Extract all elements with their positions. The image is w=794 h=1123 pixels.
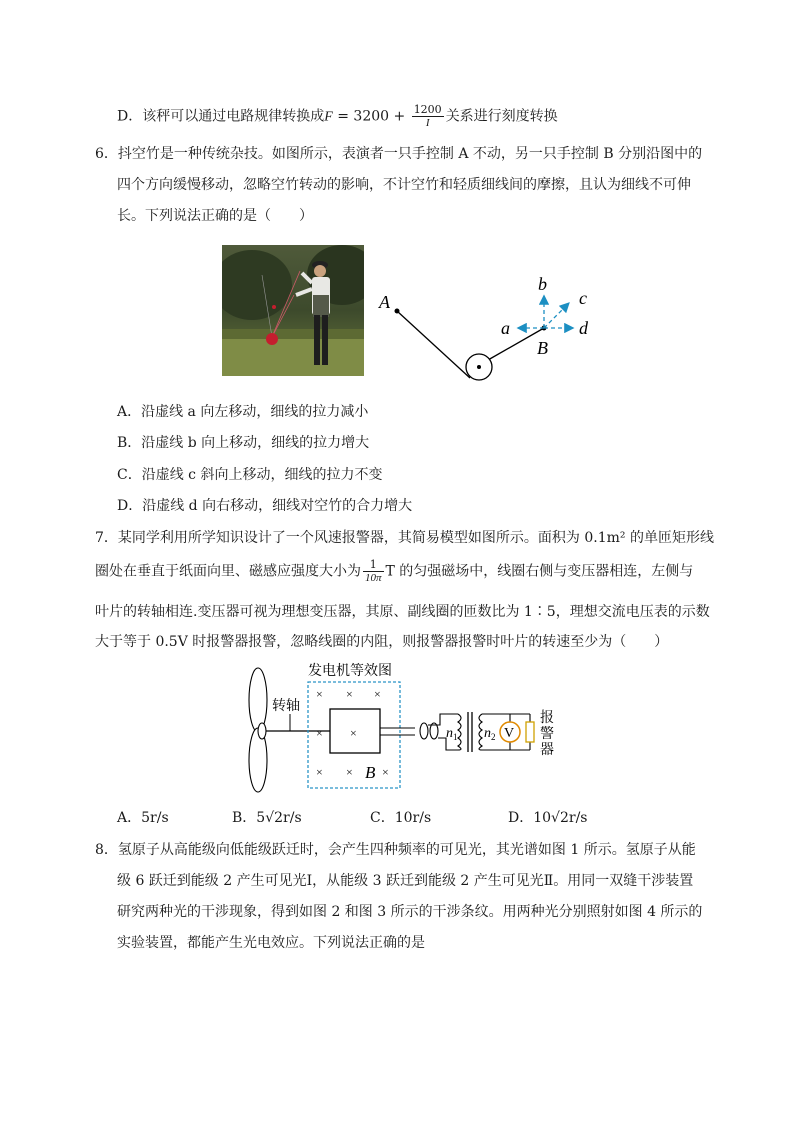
q7-stem-line3: 叶片的转轴相连.变压器可视为理想变压器，其原、副线圈的匝数比为 1∶5，理想交流电压表的示数 xyxy=(95,604,710,620)
option-value: 5√2r/s xyxy=(256,810,302,826)
field-cross: × xyxy=(316,687,323,701)
blade-top xyxy=(249,668,267,732)
diabolo-center xyxy=(477,365,481,369)
label-d: d xyxy=(579,318,588,338)
string-left xyxy=(397,311,470,378)
arrow-c xyxy=(544,304,568,328)
alarm-label-2: 警 xyxy=(540,727,554,742)
field-fraction-denominator: 10π xyxy=(365,572,382,584)
option-letter: D． xyxy=(508,810,534,826)
field-cross: × xyxy=(346,765,353,779)
field-label-b: B xyxy=(365,763,376,782)
q7-stem-line2 xyxy=(95,559,693,584)
field-cross: × xyxy=(374,687,381,701)
primary-coil xyxy=(458,714,461,750)
q7-option-c xyxy=(370,808,431,828)
alarm-box xyxy=(526,722,534,742)
formula-fraction xyxy=(412,104,444,129)
q5-option-d xyxy=(117,104,558,129)
shaft-label: 转轴 xyxy=(272,699,300,714)
q8-stem-line3: 研究两种光的干涉现象，得到如图 2 和图 3 所示的干涉条纹。用两种光分别照射如图 4 所示的 xyxy=(117,904,703,920)
q7-option-a xyxy=(117,808,169,828)
q6-option-c: C．沿虚线 c 斜向上移动，细线的拉力不变 xyxy=(117,467,383,483)
alarm-label-1: 报 xyxy=(540,711,554,726)
label-a-upper: A xyxy=(379,292,390,312)
formula-eq: = 3200 + xyxy=(332,108,410,125)
field-cross: × xyxy=(382,765,389,779)
q8-stem-line4: 实验装置，都能产生光电效应。下列说法正确的是 xyxy=(117,935,425,951)
q7-stem-line4: 大于等于 0.5V 时报警器报警，忽略线圈的内阻，则报警器报警时叶片的转速至少为（ ） xyxy=(95,634,669,650)
secondary-coil xyxy=(479,714,482,750)
slip-ring xyxy=(420,723,428,739)
q7-option-d xyxy=(508,808,587,828)
option-letter: A． xyxy=(117,810,142,826)
q7-stem-line1: 7．某同学利用所学知识设计了一个风速报警器，其简易模型如图所示。面积为 0.1m² 的单匝矩形线 xyxy=(95,530,714,546)
q6-option-d: D．沿虚线 d 向右移动，细线对空竹的合力增大 xyxy=(117,498,413,514)
field-cross: × xyxy=(350,726,357,740)
field-cross: × xyxy=(316,765,323,779)
q8-stem-line1: 8．氢原子从高能级向低能级跃迁时，会产生四种频率的可见光，其光谱如图 1 所示。氢原子从能 xyxy=(95,842,696,858)
n2-label: $n_2$ xyxy=(484,726,496,742)
formula-f: F xyxy=(324,109,333,125)
option-value: 10√2r/s xyxy=(533,810,588,826)
voltmeter-label: V xyxy=(504,726,515,741)
fraction-denominator: I xyxy=(425,117,430,129)
q7-option-b xyxy=(232,808,302,828)
label-c: c xyxy=(579,288,587,308)
field-fraction xyxy=(363,559,384,584)
label-a: a xyxy=(501,318,510,338)
q6-stem-line1: 6．抖空竹是一种传统杂技。如图所示，表演者一只手控制 A 不动，另一只手控制 B 分别沿图中的 xyxy=(95,146,703,162)
q7-line2-text: 圈处在垂直于纸面向里、磁感应强度大小为 xyxy=(95,563,361,580)
option-value: 5r/s xyxy=(141,810,169,826)
q5-option-d-text: D．该秤可以通过电路规律转换成 xyxy=(117,108,325,125)
label-b: b xyxy=(538,274,547,294)
field-fraction-numerator: 1 xyxy=(363,559,384,572)
q6-stem-line3: 长。下列说法正确的是（ ） xyxy=(117,208,313,224)
n1-label: $n_1$ xyxy=(446,726,458,742)
wind-alarm-diagram xyxy=(240,660,570,796)
diabolo-performer-photo xyxy=(222,245,364,376)
q8-stem-line2: 级 6 跃迁到能级 2 产生可见光Ⅰ，从能级 3 跃迁到能级 2 产生可见光Ⅱ。用同一双缝干涉装置 xyxy=(117,873,694,889)
alarm-label-3: 器 xyxy=(540,743,554,758)
q6-option-a: A．沿虚线 a 向左移动，细线的拉力减小 xyxy=(117,404,369,420)
option-value: 10r/s xyxy=(394,810,432,826)
label-b-upper: B xyxy=(537,338,548,358)
hub xyxy=(258,723,266,739)
q6-stem-line2: 四个方向缓慢移动，忽略空竹转动的影响，不计空竹和轻质细线间的摩擦，且认为细线不可伸 xyxy=(117,177,691,193)
q6-option-b: B．沿虚线 b 向上移动，细线的拉力增大 xyxy=(117,435,370,451)
generator-title: 发电机等效图 xyxy=(308,664,392,679)
q7-line2-tail: T 的匀强磁场中，线圈右侧与变压器相连，左侧与 xyxy=(385,563,694,580)
diabolo-diagram xyxy=(372,262,612,387)
field-cross: × xyxy=(316,726,323,740)
point-a-dot xyxy=(395,309,400,314)
fraction-numerator: 1200 xyxy=(413,103,442,116)
field-cross: × xyxy=(346,687,353,701)
string-right xyxy=(488,328,544,360)
q5-option-d-tail: 关系进行刻度转换 xyxy=(445,108,558,125)
option-letter: B． xyxy=(232,810,257,826)
option-letter: C． xyxy=(370,810,395,826)
